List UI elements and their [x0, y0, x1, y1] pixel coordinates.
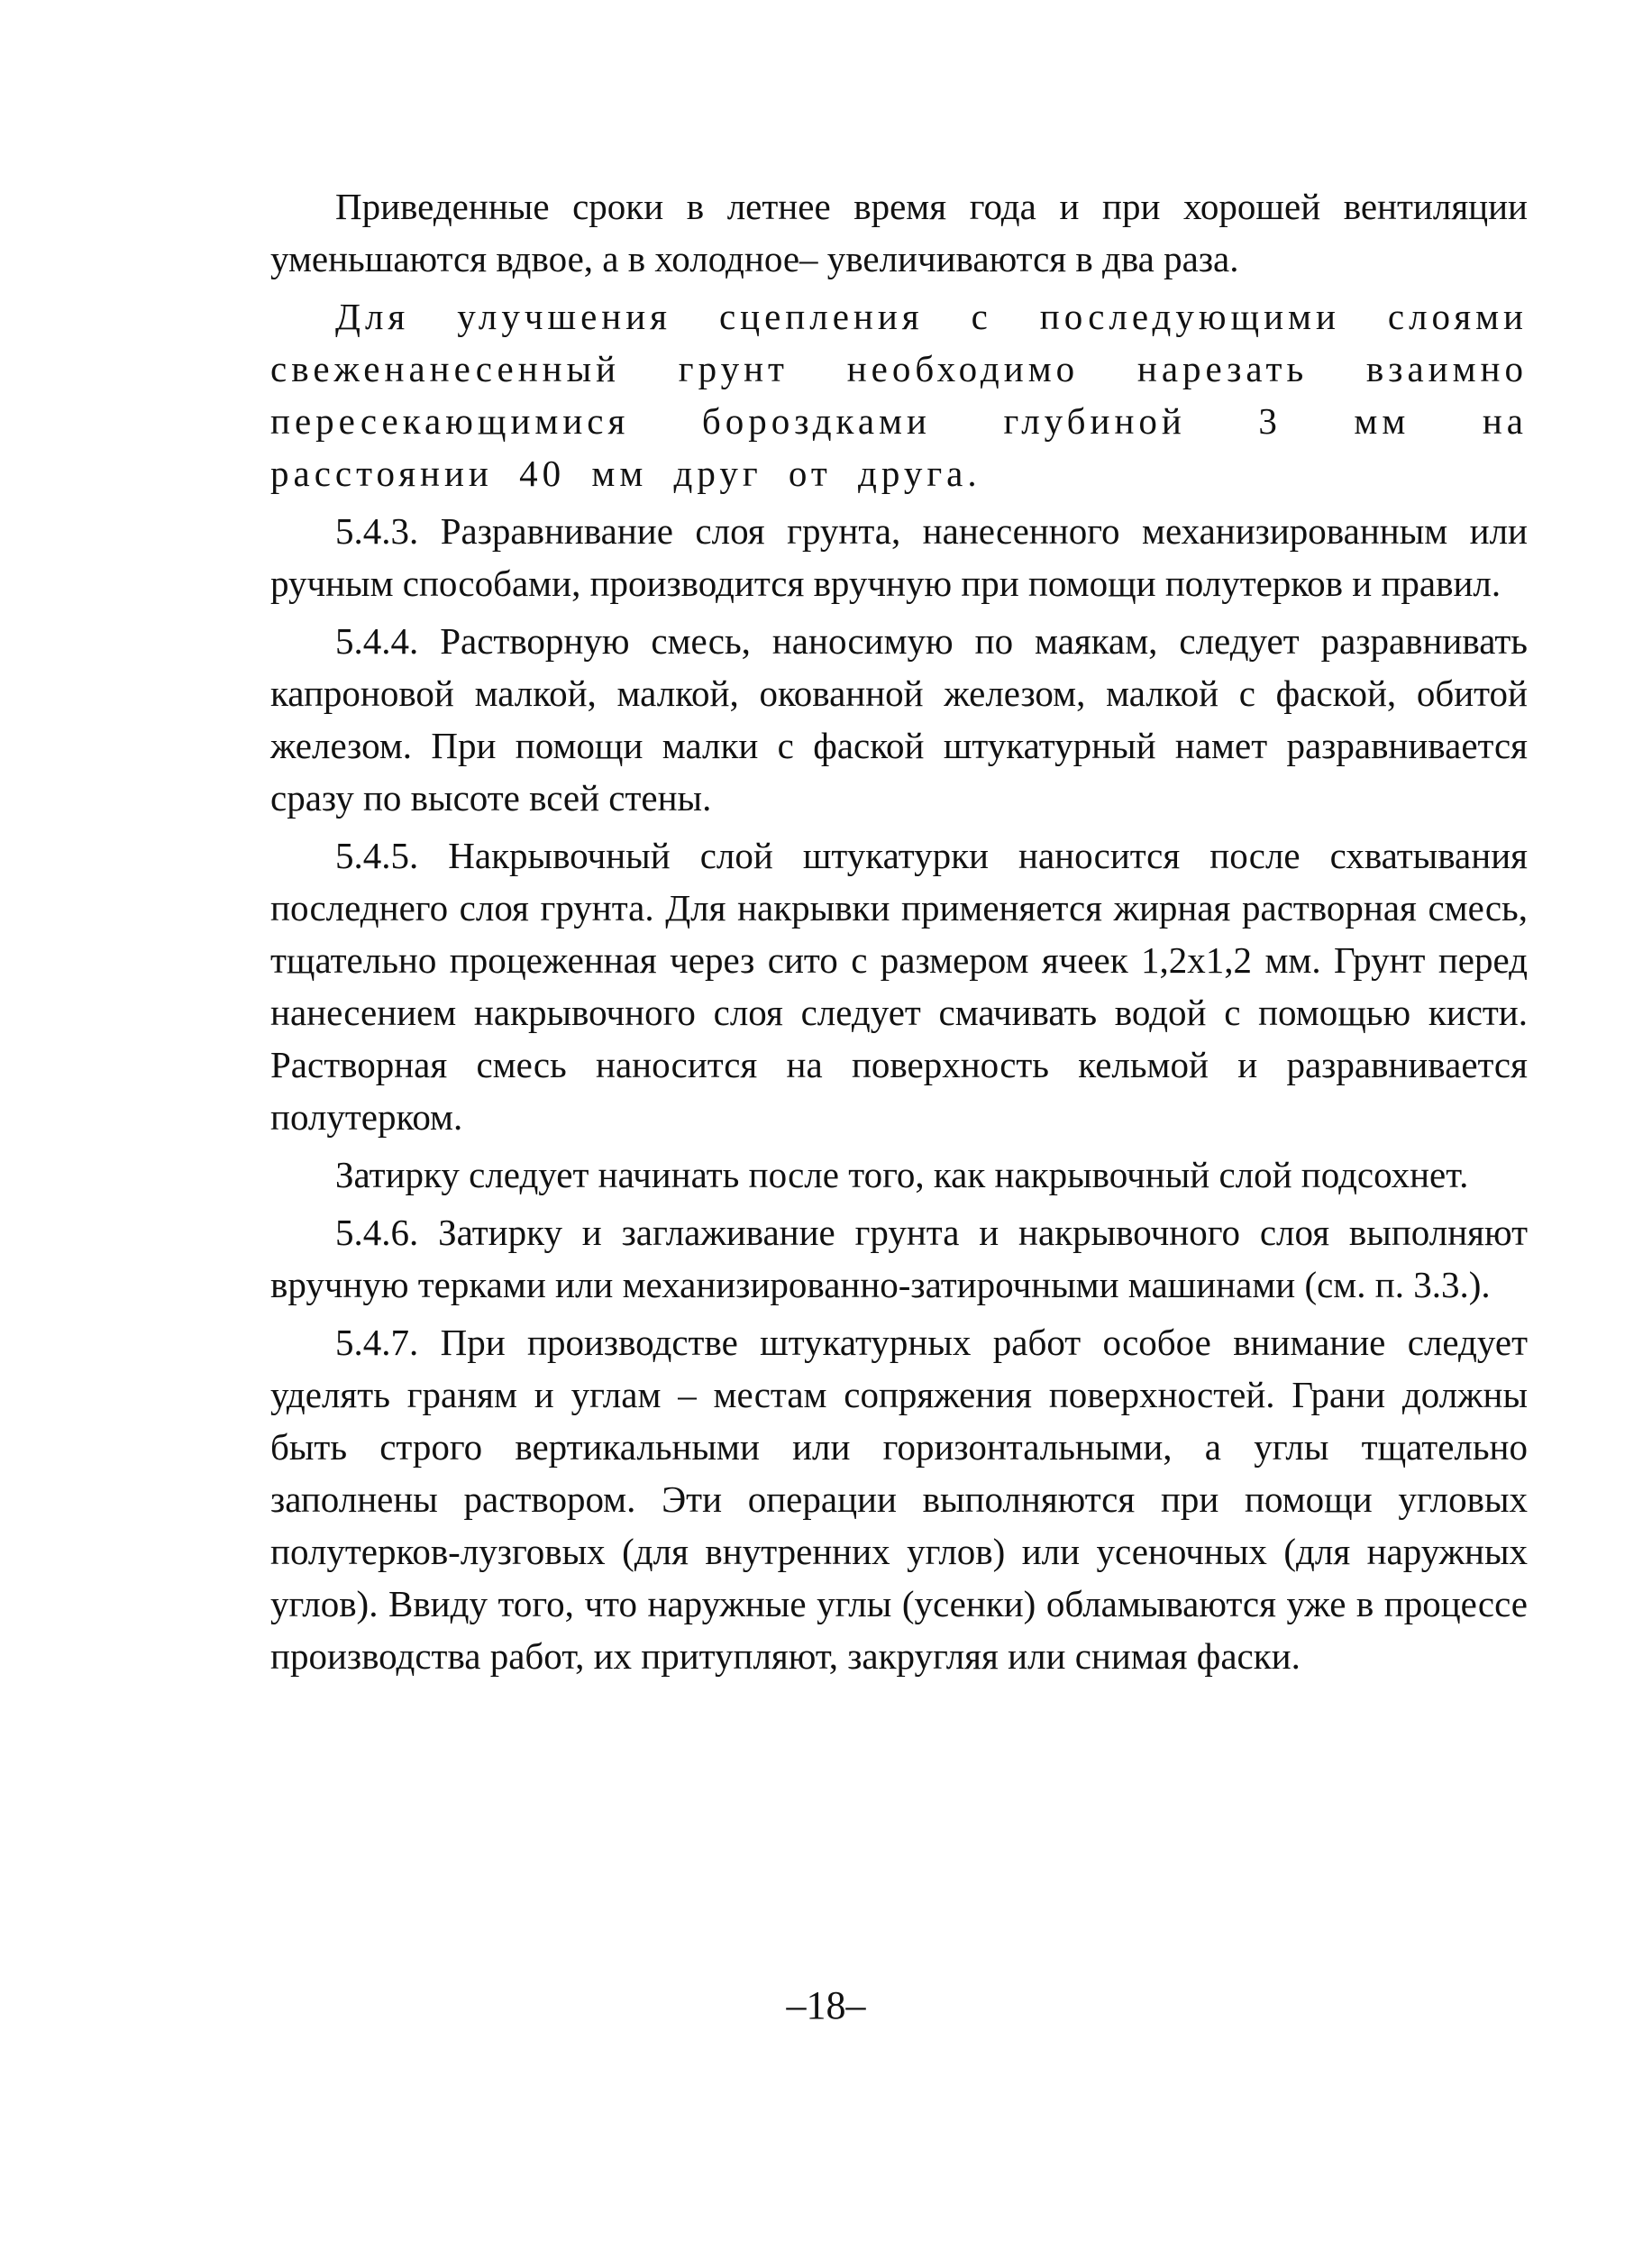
- paragraph-troweling: Затирку следует начинать после того, как накрывочный слой подсохнет.: [335, 1154, 1469, 1195]
- paragraph-adhesion: Для улучшения сцепления с последующими слоями свеженанесенный грунт необходимо нарезать взаимно пересекающимися бороздками глубиной 3 мм на расстоянии 40 мм друг от друга.: [270, 296, 1528, 494]
- paragraph-5-4-4: 5.4.4. Растворную смесь, наносимую по маякам, следует разравнивать капроновой малкой, малкой, окованной железом, малкой с фаской, обитой железом. При помощи малки с фаской штукатурный намет разравнивается сразу по высоте всей стены.: [270, 620, 1528, 819]
- paragraph-drying-times: Приведенные сроки в летнее время года и при хорошей вентиляции уменьшаются вдвое, а в холодное– увеличиваются в два раза.: [270, 186, 1528, 279]
- paragraph-5-4-5: 5.4.5. Накрывочный слой штукатурки наносится после схватывания последнего слоя грунта. Для накрывки применяется жирная растворная смесь, тщательно процеженная через сито с размером ячеек 1,2х1,2 мм. Грунт перед нанесением накрывочного слоя следует смачивать водой с помощью кисти. Растворная смесь наносится на поверхность кельмой и разравнивается полутерком.: [270, 835, 1528, 1138]
- page-number: –18–: [786, 1983, 866, 2027]
- paragraph-5-4-6: 5.4.6. Затирку и заглаживание грунта и накрывочного слоя выполняют вручную терками или механизированно-затирочными машинами (см. п. 3.3.).: [270, 1212, 1528, 1305]
- paragraph-5-4-7: 5.4.7. При производстве штукатурных работ особое внимание следует уделять граням и углам – местам сопряжения поверхностей. Грани должны быть строго вертикальными или горизонтальными, а углы тщательно заполнены раствором. Эти операции выполняются при помощи угловых полутерков-лузговых (для внутренних углов) или усеночных (для наружных углов). Ввиду того, что наружные углы (усенки) обламываются уже в процессе производства работ, их притупляют, закругляя или снимая фаски.: [270, 1322, 1528, 1677]
- document-body: [270, 180, 1528, 1688]
- paragraph-5-4-3: 5.4.3. Разравнивание слоя грунта, нанесенного механизированным или ручным способами, производится вручную при помощи полутерков и правил.: [270, 510, 1528, 604]
